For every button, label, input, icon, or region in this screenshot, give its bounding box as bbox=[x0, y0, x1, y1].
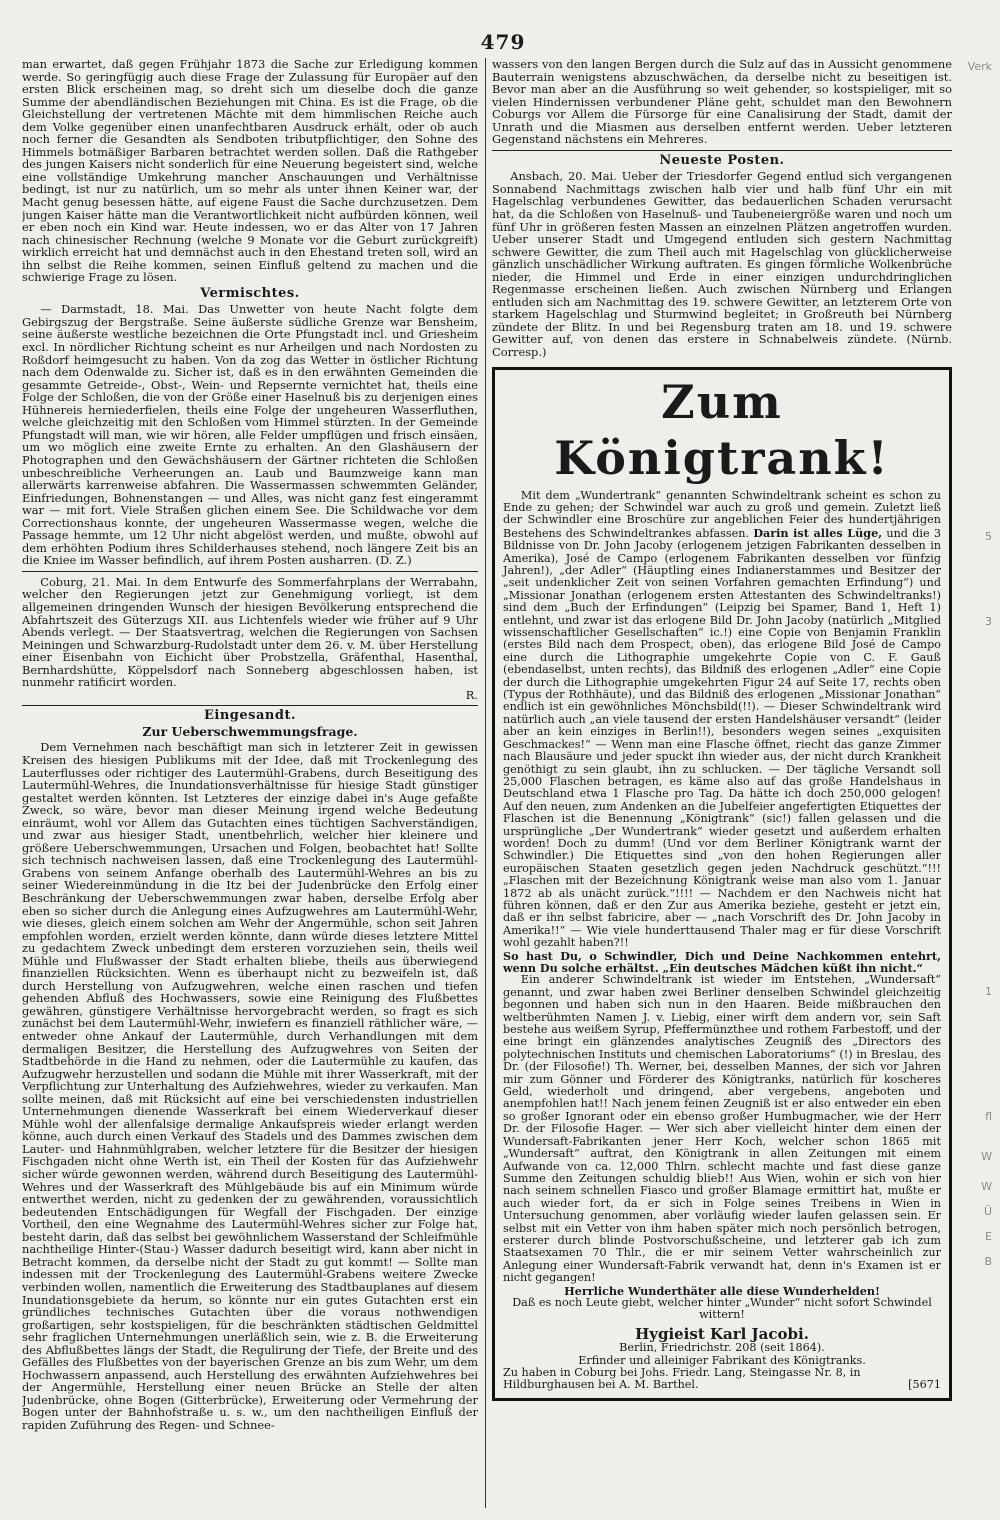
article-china-continuation: man erwartet, daß gegen Frühjahr 1873 die Sache zur Erledigung kommen werde. So geringfügig auch diese Frage der Zulassung für Europäer auf den ersten Blick erscheinen mag, so dreht sich um dieselbe doch die ganze Summe der abendländischen Beziehungen mit China. Es ist die Frage, ob die Gleichstellung der vertretenen Mächte mit dem himmlischen Reiche auch dem Volke gegenüber einen unanfechtbaren Ausdruck erhält, oder ob auch noch ferner die Gesandten als Sendboten tributpflichtiger, den Sohne des Himmels botmäßiger Barbaren betrachtet werden sollen. Daß die Rathgeber des jungen Kaisers nicht sonderlich für eine Neuerung begeistert sind, welche eine vollständige Umkehrung mancher Anschauungen und Verhältnisse bedingt, ist nur zu natürlich, um so mehr als unter ihnen Keiner war, der Macht genug besessen hätte, auf eigene Faust die Sache durchzusetzen. Dem jungen Kaiser hätte man die Verantwortlichkeit nicht aufbürden können, weil er eben noch ein Kind war. Heute indessen, wo er das Alter von 17 Jahren nach chinesischer Rechnung (welche 9 Monate vor die Geburt zurückgreift) wirklich erreicht hat und demnächst auch in den Ehestand treten soll, wird an ihn selbst die Reihe kommen, seinen Einfluß geltend zu machen und die schwierige Frage zu lösen. bbox=[22, 58, 478, 285]
article-darmstadt: — Darmstadt, 18. Mai. Das Unwetter von heute Nacht folgte dem Gebirgszug der Bergstraße. Seine äußerste südliche Grenze war Bensheim, seine äußerste westliche bezeichnen die Orte Pfungstadt incl. und Griesheim excl. In nördlicher Richtung scheint es nur Arheilgen und nach Nordosten zu Roßdorf heimgesucht zu haben. Von da zog das Wetter in östlicher Richtung nach dem Odenwalde zu. Sicher ist, daß es in den erwähnten Gemeinden die gesammte Getreide-, Obst-, Wein- und Repsernte vernichtet hat, theils eine Folge der Schloßen, die von der Größe einer Haselnuß bis zu derjenigen eines Hühnereis herniederfielen, theils eine Folge der ungeheuren Wasserfluthen, welche gleichzeitig mit den Schloßen vom Himmel stürzten. In der Gemeinde Pfungstadt will man, wie wir hören, alle Felder umpflügen und frisch einsäen, um wo möglich eine zweite Ernte zu erhalten. An den Glashäusern der Photographen und den Gewächshäusern der Gärtner richteten die Schloßen unbeschreibliche Verheerungen an. Laub und Baumzweige kann man allerwärts karrenweise abfahren. Die Wassermassen schwemmten Geländer, Einfriedungen, Bohnenstangen — und Alles, was nicht ganz fest eingerammt war — mit fort. Viele Straßen glichen einem See. Die Schildwache vor dem Correctionshaus konnte, der ungeheuren Wassermasse wegen, welche die Passage hemmte, um 12 Uhr nicht abgelöst werden, und mußte, obwohl auf dem erhöhten Podium ihres Schilderhauses stehend, noch längere Zeit bis an die Kniee im Wasser befindlich, auf ihrem Posten ausharren. (D. Z.) bbox=[22, 302, 478, 568]
ad-paragraph-wundersaft: Ein anderer Schwindeltrank ist wieder im Entstehen, „Wundersaft“ genannt, und zwar haben zwei Berliner denselben Schwindel gleichzeitig begonnen und haben sich nun in den Haaren. Beide mißbrauchen den weltberühmten Namen J. v. Liebig, einer wirft dem andern vor, sein Saft bestehe aus weißem Syrup, Pfeffermünzthee und rothem Farbestoff, und der eine bringt ein glänzendes analytisches Zeugniß des „Directors des polytechnischen Instituts und chemischen Laboratoriums“ (!) in Breslau, des Dr. (der Filosofie!) Th. Werner, bei, desselben Mannes, der sich vor Jahren mir zum Gönner und Förderer des Königtranks, natürlich für koscheres Geld, wiederholt und dringend, aber vergebens, angeboten und anempfohlen hat!! Nach jenem feinen Zeugniß ist er also entweder ein eben so großer Ignorant oder ein ebenso großer Humbugmacher, wie der Herr Dr. der Filosofie Hager. — Wer sich aber vielleicht hinter dem einen der Wundersaft-Fabrikanten jener Herr Koch, welcher schon 1865 mit „Wundersaft“ auftrat, den Königtrank in allen Zeitungen mit einem Aufwande von ca. 12,000 Thlrn. schlecht machte und fast diese ganze Summe den Zeitungen schuldig blieb!! Aus Wien, wohin er sich von hier nach seinem schnellen Fiasco und großer Blamage ermittirt hat, mußte er auch wieder fort, da er sich in Folge seines Treibens in Wien in Untersuchung genommen, aber vorläufig wieder laufen gelassen sein. Er selbst mit ein Vetter von ihm haben später mich noch persönlich betrogen, ersterer durch blinde Postvorschußscheine, und letzterer gab ich zum Staatsexamen 70 Thlr., die er mir seinem Vetter wahrscheinlich zur Anlegung einer Wundersaft-Fabrik verwandt hat, denn in's Examen ist er nicht gegangen! bbox=[503, 973, 941, 1285]
ad-exclamation: Herrliche Wunderthäter alle diese Wunderhelden! bbox=[564, 1283, 880, 1298]
section-heading-vermischtes: Vermischtes. bbox=[200, 285, 300, 301]
bleed-mark: E bbox=[985, 1230, 992, 1243]
ad-paragraph-closing: Daß es noch Leute giebt, welcher hinter „Wunder“ nicht sofort Schwindel wittern! bbox=[512, 1295, 932, 1322]
left-column bbox=[22, 58, 478, 1510]
divider bbox=[22, 571, 478, 572]
bleed-mark: fl bbox=[985, 1110, 992, 1123]
ad-retailers bbox=[503, 1367, 941, 1392]
bleed-mark: Verk bbox=[967, 60, 992, 73]
article-ueberschwemmung-continuation: wassers von den langen Bergen durch die Sulz auf das in Aussicht genommene Bauterrain wenigstens abzuschwächen, da derselbe nicht zu beseitigen ist. Bevor man aber an die Ausführung so weit gehender, so kostspieliger, mit so vielen Hindernissen verbundener Pläne geht, schuldet man den Bewohnern Coburgs vor Allem die Fürsorge für eine Canalisirung der Stadt, damit der Unrath und die Miasmen aus derselben entfernt werden. Ueber letzteren Gegenstand nächstens ein Mehreres. bbox=[492, 58, 952, 147]
ad-paragraph bbox=[503, 490, 941, 950]
page-number: 479 bbox=[480, 30, 526, 54]
ad-number: [5671 bbox=[908, 1378, 941, 1392]
ad-bold-text: Darin ist alles Lüge, bbox=[753, 525, 883, 540]
ad-maker: Erfinder und alleiniger Fabrikant des Königtranks. bbox=[578, 1353, 866, 1367]
article-ueberschwemmung: Dem Vernehmen nach beschäftigt man sich in letzterer Zeit in gewissen Kreisen des hiesigen Publikums mit der Idee, daß mit Trockenlegung des Lauterflusses oder richtiger des Lautermühl-Grabens, durch Beseitigung des Lautermühl-Wehres, die Inundationsverhältnisse für hiesige Stadt günstiger gestaltet werden könnten. Ist Letzteres der einzige dabei in's Auge gefaßte Zweck, so wäre, bevor man dieser Meinung irgend welche Bedeutung einräumt, wohl vor Allem das Gutachten eines tüchtigen Sachverständigen, und zwar aus hiesiger Stadt, unentbehrlich, welcher hier kleinere und größere Ueberschwemmungen, Ursachen und Folgen, beobachtet hat! Sollte sich technisch nachweisen lassen, daß eine Trockenlegung des Lautermühl-Grabens von seinem Anfange oberhalb des Lautermühl-Wehres an bis zu seiner Wiedereinmündung in die Itz bei der Judenbrücke den Erfolg einer Beschränkung der Ueberschwemmungen zwar haben, derselbe Erfolg aber eben so sicher durch die Anlegung eines Aufzugwehres am Lautermühl-Wehr, wie dieses, gleich einem solchen am Wehr der Angermühle, schon seit Jahren empfohlen worden, erzielt werden könnte, dann würde dieses letztere Mittel zu gedachtem Zweck unbedingt dem ersteren vorzuziehen sein, theils weil Mühle und Flußwasser der Stadt erhalten bliebe, theils aus überwiegend finanziellen Rücksichten. Wenn es überhaupt nicht zu bezweifeln ist, daß durch Herstellung von Aufzugwehren, welche einen raschen und tiefen gehenden Abfluß des Hochwassers, sowie eine Reinigung des Flußbettes gewähren, günstigere Verhältnisse hervorgebracht werden, so fragt es sich zunächst bei dem Lautermühl-Wehr, inwiefern es finanziell räthlicher wäre, — entweder ohne Ankauf der Lautermühle, durch Verhandlungen mit dem dermaligen Besitzer, die Herstellung des Aufzugwehres von Seiten der Stadtbehörde in die Hand zu nehmen, oder die Lautermühle zu kaufen, das Aufzugwehr herzustellen und sodann die Mühle mit ihrer Wasserkraft, mit der Verpflichtung zur Unterhaltung des Aufziehwehres, wieder zu verkaufen. Man sollte meinen, daß mit Rücksicht auf eine bei verschiedensten industriellen Unternehmungen dienende Wasserkraft bei einem Wiederverkauf dieser Mühle wohl der allenfalsige dermalige Ankaufspreis wieder erlangt werden könne, auch durch einen Verkauf des Stadels und des Dammes zwischen dem Lauter- und Hahnmühlgraben, welcher letztere für die Besitzer der hiesigen Fischgaden nicht ohne Werth ist, ein Theil der Kosten für das Aufziehwehr sicher würde gewonnen werden, während durch Beseitigung des Lautermühl-Wehres und der Wasserkraft des Mühlgebäude bis auf ein Minimum würde entwerthet werden, nicht zu gedenken der zu gewährenden, voraussichtlich bedeutenden Entschädigungen für Wegfall der Fischgaden. Der einzige Vortheil, den eine Wegnahme des Lautermühl-Wehres sicher zur Folge hat, besteht darin, daß das selbst bei gewöhnlichem Wasserstand der Schleifmühle nachtheilige Hinter-(Stau-) Wasser dadurch beseitigt wird, kann aber nicht in Betracht kommen, da derselbe nicht der Stadt zu gut kommt! — Sollte man indessen mit der Trockenlegung des Lautermühl-Grabens weitere Zwecke verbinden wollen, namentlich die Erweiterung des Stadtbauplanes auf diesem Inundationsgebiete da herum, so könnte nur ein gutes Gutachten erst ein gründliches technisches Gutachten über die voraus nothwendigen großartigen, sehr kostspieligen, für die beschränkten städtischen Geldmittel sehr fraglichen Unternehmungen unerläßlich sein, wie z. B. die Erweiterung des Abflußbettes längs der Stadt, die Regulirung der Tiefe, der Breite und des Gefälles des Flußbettes von der bayerischen Grenze an bis zum Wehr, um dem Hochwassern anpassend, auch Herstellung des erwähnten Aufziehwehres bei der Angermühle, Herstellung einer neuen Brücke an Stelle der alten Judenbrücke, ohne Bogen (Gitterbrücke), Erweiterung oder Vermehrung der Bogen unter der Bahnhofstraße u. s. w., um den nachtheiligen Einfluß der rapiden Zuführung des Regen- und Schnee- bbox=[22, 740, 478, 1432]
bleed-mark: 1 bbox=[985, 985, 992, 998]
divider bbox=[22, 705, 478, 706]
ad-retailers-text: Zu haben in Coburg bei Johs. Friedr. Lang, Steingasse Nr. 8, in Hildburghausen bei A. M. Barthel. bbox=[503, 1366, 861, 1392]
bleed-mark: Ü bbox=[983, 1205, 992, 1218]
section-heading-eingesandt: Eingesandt. bbox=[204, 708, 296, 724]
section-heading-neueste-posten: Neueste Posten. bbox=[659, 152, 785, 168]
bleed-mark: 3 bbox=[985, 615, 992, 628]
bleed-mark: 5 bbox=[985, 530, 992, 543]
ad-title: Zum Königtrank! bbox=[554, 374, 890, 485]
article-title-ueberschwemmung: Zur Ueberschwemmungsfrage. bbox=[142, 723, 358, 739]
ad-address: Berlin, Friedrichstr. 208 (seit 1864). bbox=[619, 1341, 825, 1355]
ad-text: und die 3 Bildnisse von Dr. John Jacoby (erlogenem jetzigen Fabrikanten desselben in Amerika), José de Campo (erlogenem Fabrikanten desselben vor fünfzig Jahren!), „der Adler“ (Häuptling eines Indianerstammes und Besitzer der „seit undenklicher Zeit von seinen Vorfahren gemachten Erfindung“) und „Missionar Jonathan (erlogenem ersten Attestanten des Schwindeltranks!) sind dem „Buch der Erfindungen“ (Leipzig bei Spamer, Band 1, Heft 1) entlehnt, und zwar ist das erlogene Bild Dr. John Jacoby (natürlich „Mitglied wissenschaftlicher Gesellschaften“ ic.!) eine Copie von Benjamin Franklin (erstes Bild nach dem Prospect, oben), das erlogene Bild José de Campo eine durch die Lithographie umgekehrte Copie von C. F. Gauß (ebendaselbst, unten rechts), das Bildniß des erlogenen „Adler“ eine Copie der durch die Lithographie umgekehrten Figur 24 auf Seite 17, rechts oben (Typus der Rothhäute), und das Bildniß des erlogenen „Missionar Jonathan“ endlich ist ein gewöhnliches Mönchsbild(!!). — Dieser Schwindeltrank wird natürlich auch „an viele tausend der ersten Handelshäuser versandt“ (leider aber an kein einziges in Berlin!!), besonders wegen seines „exquisiten Geschmackes!“ — Wenn man eine Flasche öffnet, riecht das ganze Zimmer nach Blausäure und jeder spuckt ihn wieder aus, der nicht durch Krankheit genöthigt zu sein glaubt, ihn zu schlucken. — Der tägliche Versandt soll 25,000 Flaschen betragen, es käme also auf das große Handelshaus in Deutschland etwa 1 Flasche pro Tag. Da hätte ich doch 250,000 gelogen! Auf den neuen, zum Andenken an die Jubelfeier angefertigten Etiquettes der Flaschen ist die Benennung „Königtrank“ (sic!) fallen gelassen und die ursprüngliche „Der Wundertrank“ wieder gesetzt und außerdem erhalten worden! Doch zu dumm! (Und vor dem Berliner Königtrank warnt der Schwindler.) Die Etiquettes sind „von den hohen Regierungen aller europäischen Staaten gesetzlich gegen jeden Nachdruck geschützt.“!!! „Flaschen mit der Bezeichnung Königtrank weise man also vom 1. Januar 1872 ab als unächt zurück.“!!!! — Nachdem er den Nachweis nicht hat führen können, daß er den Zur aus Amerika beziehe, gesteht er jetzt ein, daß er ihn selbst fabricire, aber — „nach Vorschrift des Dr. John Jacoby in Amerika!!“ — Wie viele hunderttausend Thaler mag er für diese Vorschrift wohl gezahlt haben?!! bbox=[503, 526, 941, 950]
bleed-mark: B bbox=[984, 1255, 992, 1268]
bleed-mark: W bbox=[981, 1150, 992, 1163]
article-ansbach: Ansbach, 20. Mai. Ueber der Triesdorfer Gegend entlud sich vergangenen Sonnabend Nachmittags zwischen halb vier und halb fünf Uhr ein mit Hagelschlag verbundenes Gewitter, das bedauerlichen Schaden verursacht hat, da die Schloßen von Haselnuß- und Taubeneiergröße waren und noch um fünf Uhr in größeren festen Massen an einzelnen Plätzen angetroffen wurden. Ueber unserer Stadt und Umgegend entluden sich gestern Nachmittag schwere Gewitter, die zum Theil auch mit Hagelschlag von glücklicherweise gänzlich unschädlicher Wirkung auftraten. Es gingen förmliche Wolkenbrüche nieder, die Himmel und Erde in einer einzigen undurchdringlichen Regenmasse erscheinen ließen. Auch zwischen Nürnberg und Erlangen entluden sich am Nachmittag des 19. schwere Gewitter, an letzterem Orte von starkem Hagelschlag und Sturmwind begleitet; in Großreuth bei Nürnberg zündete der Blitz. In und bei Regensburg traten am 18. und 19. schwere Gewitter auf, von denen das erstere in Schnabelweis zündete. (Nürnb. Corresp.) bbox=[492, 169, 952, 360]
ad-text: Mit dem „Wundertrank“ genannten Schwindeltrank scheint es schon zu Ende zu gehen; der Schwindel war auch zu groß und gemein. Zuletzt ließ der Schwindler eine Broschüre zur angeblichen Feier des hundertjährigen Bestehens des Schwindeltrankes abfassen. bbox=[503, 488, 941, 540]
ad-signature: Hygieist Karl Jacobi. bbox=[635, 1324, 809, 1343]
divider bbox=[492, 150, 952, 151]
advertisement-koenigtrank bbox=[492, 367, 952, 1401]
article-coburg-signature: R. bbox=[465, 687, 478, 702]
article-coburg: Coburg, 21. Mai. In dem Entwurfe des Sommerfahrplans der Werrabahn, welcher den Regierungen jetzt zur Genehmigung vorliegt, ist dem allgemeinen dringenden Wunsch der hiesigen Bevölkerung entsprechend die Abfahrtszeit des Güterzugs XII. aus Lichtenfels wieder wie früher auf 9 Uhr Abends verlegt. — Der Staatsvertrag, welchen die Regierungen von Sachsen Meiningen und Schwarzburg-Rudolstadt unter dem 26. v. M. über Herstellung einer Eisenbahn von Eichicht über Probstzella, Gräfenthal, Hasenthal, Bernhardshütte, Köppelsdorf nach Sonneberg abgeschlossen haben, ist nunmehr ratificirt worden. bbox=[22, 574, 478, 690]
right-column bbox=[492, 58, 952, 1510]
column-divider bbox=[485, 58, 486, 1508]
margin-bleed-through bbox=[956, 60, 1000, 1360]
ad-bold-paragraph: So hast Du, o Schwindler, Dich und Deine Nachkommen entehrt, wenn Du solche erhältst. „Ein deutsches Mädchen küßt ihn nicht.“ bbox=[503, 948, 941, 976]
bleed-mark: W bbox=[981, 1180, 992, 1193]
